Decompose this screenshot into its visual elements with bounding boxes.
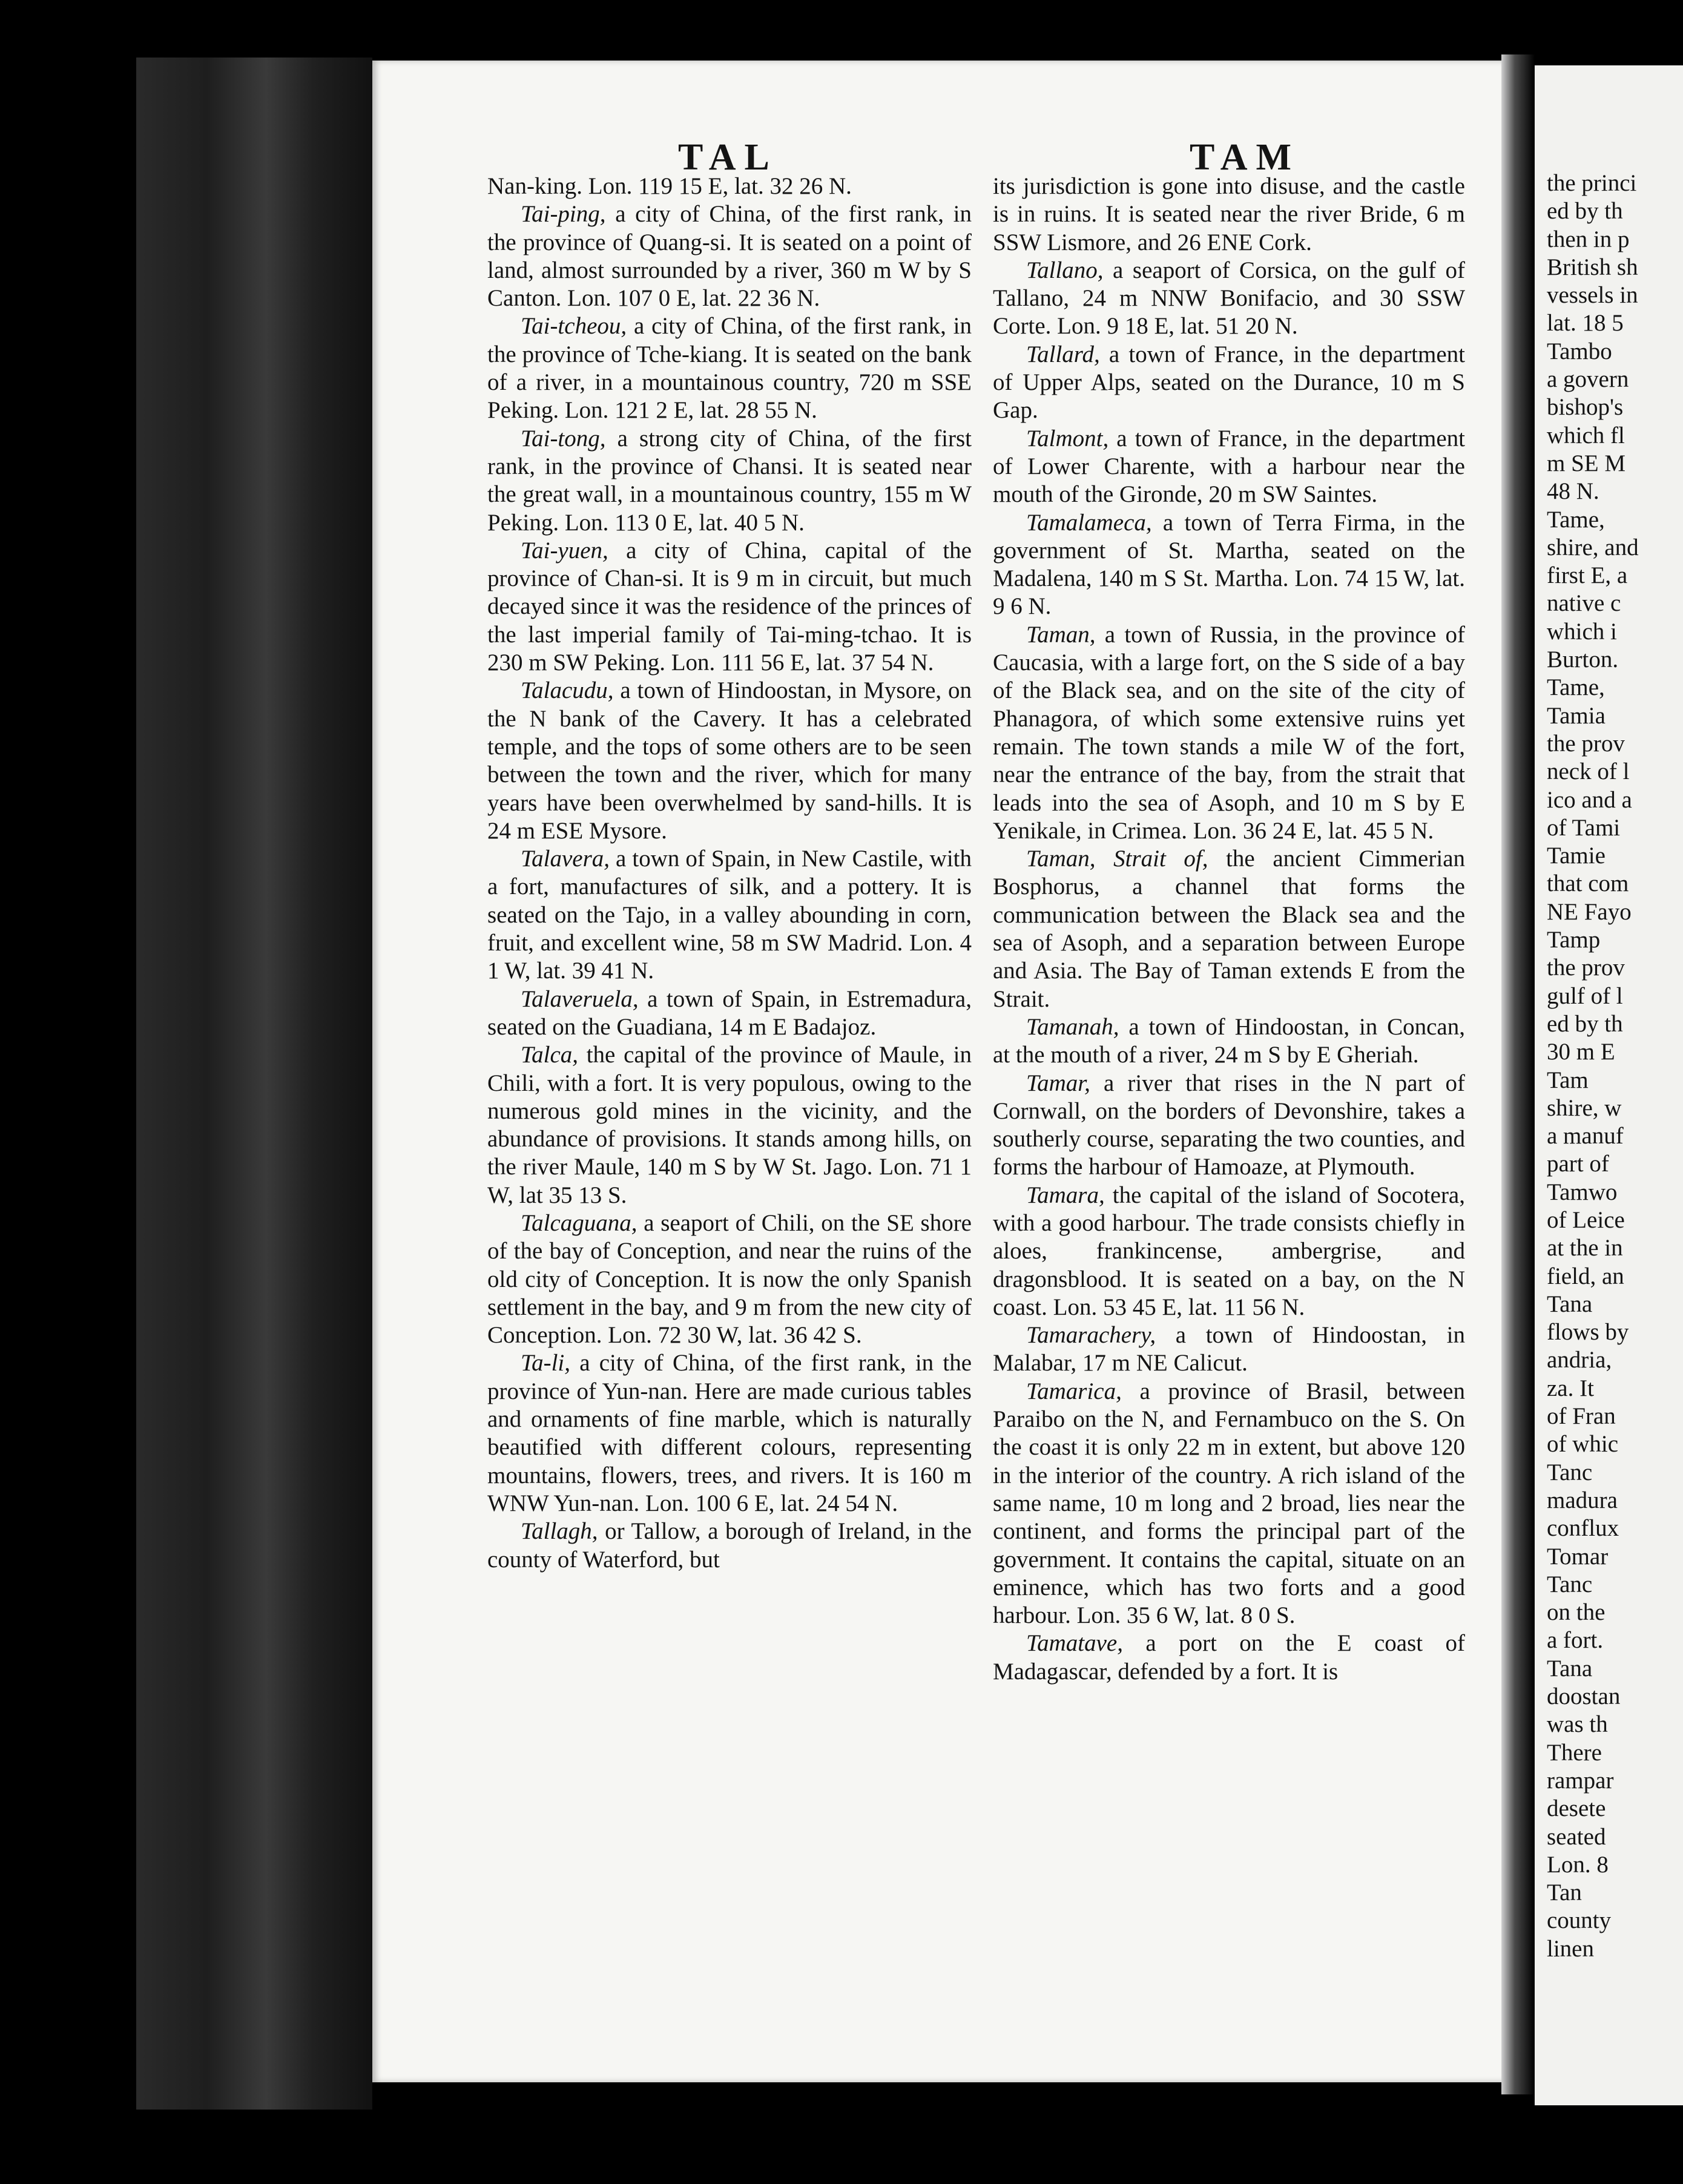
fragment-line: 30 m E bbox=[1547, 1039, 1615, 1065]
fragment-line: NE Fayo bbox=[1547, 898, 1632, 925]
entry-headword: Talavera, bbox=[521, 846, 610, 872]
fragment-line: shire, w bbox=[1547, 1094, 1622, 1121]
entry-headword: Tamanah, bbox=[1026, 1013, 1119, 1040]
entry-headword: Tai-yuen, bbox=[521, 537, 608, 564]
fragment-line: ed by th bbox=[1547, 198, 1623, 225]
entry-text: a town of Hindoostan, in Malabar, 17 m NE Calicut. bbox=[993, 1322, 1465, 1377]
fragment-line: za. It bbox=[1547, 1375, 1594, 1401]
fragment-line: Tambo bbox=[1547, 338, 1612, 364]
gazetteer-entry bbox=[993, 1378, 1465, 1630]
fragment-line: at the in bbox=[1547, 1235, 1623, 1261]
entry-headword: Tamatave, bbox=[1026, 1630, 1123, 1657]
fragment-line: Tamie bbox=[1547, 843, 1606, 869]
fragment-line: was th bbox=[1547, 1711, 1608, 1738]
entry-headword: Talacudu, bbox=[521, 677, 614, 704]
entry-headword: Taman, Strait of, bbox=[1026, 846, 1208, 872]
entry-headword: Talaveruela, bbox=[521, 985, 639, 1012]
gazetteer-entry bbox=[993, 341, 1465, 425]
fragment-line: part of bbox=[1547, 1151, 1609, 1177]
fragment-line: Tanc bbox=[1547, 1459, 1593, 1485]
entry-text: a town of Hindoostan, in Mysore, on the N bank of the Cavery. It has a celebrated temple, and the tops of some others are to be seen between the town and the river, which for many years have been overwhelmed by sand-hills. It is 24 m ESE Mysore. bbox=[487, 677, 972, 844]
fragment-line: a manuf bbox=[1547, 1123, 1624, 1150]
next-page-fragments bbox=[1547, 169, 1683, 1963]
fragment-line: Tame, bbox=[1547, 674, 1605, 701]
fragment-line: ico and a bbox=[1547, 786, 1632, 813]
gazetteer-entry bbox=[993, 257, 1465, 341]
gazetteer-entry bbox=[487, 537, 972, 677]
entry-headword: Tallard, bbox=[1026, 341, 1100, 367]
fragment-line: Tamia bbox=[1547, 702, 1606, 729]
fragment-line: linen bbox=[1547, 1935, 1594, 1962]
fragment-line: a fort. bbox=[1547, 1627, 1604, 1654]
scan-background-left bbox=[136, 58, 372, 2110]
entry-headword: Tamar, bbox=[1026, 1070, 1090, 1096]
fragment-line: neck of l bbox=[1547, 758, 1630, 785]
fragment-line: madura bbox=[1547, 1487, 1618, 1513]
gazetteer-entry bbox=[487, 985, 972, 1042]
fragment-line: the princi bbox=[1547, 170, 1637, 196]
gazetteer-entry bbox=[993, 1070, 1465, 1182]
fragment-line: of Fran bbox=[1547, 1403, 1616, 1430]
entry-text: a city of China, of the first rank, in the province of Yun-nan. Here are made curious tables and ornaments of fine marble, which is naturally beautified with different colours, representing mountains, flowers, trees, and rivers. It is 160 m WNW Yun-nan. Lon. 100 6 E, lat. 24 54 N. bbox=[487, 1350, 972, 1516]
fragment-line: on the bbox=[1547, 1599, 1606, 1626]
entry-text: a town of Spain, in Estremadura, seated on the Guadiana, 14 m E Badajoz. bbox=[487, 985, 972, 1040]
gazetteer-entry bbox=[487, 425, 972, 537]
gazetteer-entry bbox=[993, 621, 1465, 845]
gazetteer-entry bbox=[487, 200, 972, 312]
gazetteer-entry bbox=[487, 845, 972, 985]
fragment-line: rampar bbox=[1547, 1767, 1614, 1794]
gazetteer-entry bbox=[487, 677, 972, 845]
fragment-line: gulf of l bbox=[1547, 982, 1623, 1009]
entry-headword: Tallagh, bbox=[521, 1518, 598, 1545]
fragment-line: 48 N. bbox=[1547, 478, 1599, 505]
gazetteer-entry bbox=[993, 1182, 1465, 1321]
entry-headword: Tai-tcheou, bbox=[521, 313, 627, 340]
fragment-line: conflux bbox=[1547, 1515, 1619, 1542]
fragment-line: seated bbox=[1547, 1823, 1606, 1850]
entry-text: a province of Brasil, between Paraibo on the N, and Fernambuco on the S. On the coast it is only 22 m in extent, but above 120 in the interior of the country. A rich island of the same name, 10 m long and 2 broad, lies near the continent, and forms the principal part of the government. It contains the capital, situate on an eminence, which has two forts and a good harbour. Lon. 35 6 W, lat. 8 0 S. bbox=[993, 1378, 1465, 1629]
fragment-line: first E, a bbox=[1547, 562, 1628, 589]
running-head-left: TAL bbox=[678, 137, 778, 178]
entry-text: the capital of the province of Maule, in Chili, with a fort. It is very populous, owing to the numerous gold mines in the vicinity, and the abundance of provisions. It stands among hills, on the river Maule, 140 m S by W St. Jago. Lon. 71 1 W, lat 35 13 S. bbox=[487, 1042, 972, 1208]
right-text-column bbox=[993, 173, 1465, 1686]
entry-continuation bbox=[993, 173, 1465, 257]
gazetteer-entry bbox=[993, 509, 1465, 621]
entry-headword: Tallano, bbox=[1026, 257, 1104, 283]
entry-text: the ancient Cimmerian Bosphorus, a channel that forms the communication between the Black sea and the sea of Asoph, and a separation between Europe and Asia. The Bay of Taman extends E from the Strait. bbox=[993, 846, 1465, 1012]
entry-headword: Tamarachery, bbox=[1026, 1322, 1156, 1349]
fragment-line: Tam bbox=[1547, 1067, 1589, 1093]
fragment-line: Tamwo bbox=[1547, 1179, 1618, 1205]
entry-text: a city of China, capital of the province of Chan-si. It is 9 m in circuit, but much decayed since it was the residence of the princes of the last imperial family of Tai-ming-tchao. It is 230 m SW Peking. Lon. 111 56 E, lat. 37 54 N. bbox=[487, 537, 972, 676]
entry-headword: Talca, bbox=[521, 1042, 579, 1068]
entry-text: a river that rises in the N part of Cornwall, on the borders of Devonshire, takes a southerly course, separating the two counties, and forms the harbour of Hamoaze, at Plymouth. bbox=[993, 1070, 1465, 1180]
entry-text: a town of Spain, in New Castile, with a fort, manufactures of silk, and a pottery. It is seated on the Tajo, in a valley abounding in corn, fruit, and excellent wine, 58 m SW Madrid. Lon. 4 1 W, lat. 39 41 N. bbox=[487, 846, 972, 984]
gazetteer-entry bbox=[487, 312, 972, 424]
fragment-line: flows by bbox=[1547, 1319, 1629, 1346]
fragment-line: Tan bbox=[1547, 1880, 1582, 1906]
entry-headword: Talmont, bbox=[1026, 425, 1109, 452]
fragment-line: which fl bbox=[1547, 422, 1625, 449]
fragment-line: Tamp bbox=[1547, 927, 1601, 953]
entry-headword: Talcaguana, bbox=[521, 1209, 637, 1236]
gazetteer-entry bbox=[487, 1209, 972, 1349]
fragment-line: vessels in bbox=[1547, 282, 1638, 309]
entry-text: a town of France, in the department of Lower Charente, with a harbour near the mouth of the Gironde, 20 m SW Saintes. bbox=[993, 425, 1465, 508]
entry-text: a city of China, of the first rank, in the province of Quang-si. It is seated on a point of land, almost surrounded by a river, 360 m W by S Canton. Lon. 107 0 E, lat. 22 36 N. bbox=[487, 201, 972, 312]
fragment-line: of Leice bbox=[1547, 1206, 1625, 1233]
fragment-line: Tana bbox=[1547, 1655, 1593, 1682]
entry-headword: Tamarica, bbox=[1026, 1378, 1122, 1404]
entry-headword: Tamalameca, bbox=[1026, 509, 1152, 536]
fragment-line: There bbox=[1547, 1739, 1602, 1766]
fragment-line: county bbox=[1547, 1907, 1612, 1934]
fragment-line: Lon. 8 bbox=[1547, 1851, 1609, 1878]
fragment-line: field, an bbox=[1547, 1263, 1624, 1289]
entry-headword: Tamara, bbox=[1026, 1182, 1105, 1208]
fragment-line: that com bbox=[1547, 870, 1629, 897]
gazetteer-entry bbox=[487, 1349, 972, 1518]
entry-continuation bbox=[487, 173, 972, 200]
gazetteer-entry bbox=[487, 1041, 972, 1209]
fragment-line: of Tami bbox=[1547, 814, 1621, 841]
entry-text: a city of China, of the first rank, in the province of Tche-kiang. It is seated on the bank of a river, in a mountainous country, 720 m SSE Peking. Lon. 121 2 E, lat. 28 55 N. bbox=[487, 313, 972, 424]
gazetteer-entry bbox=[993, 1630, 1465, 1686]
fragment-line: British sh bbox=[1547, 254, 1638, 280]
entry-headword: Tai-tong, bbox=[521, 425, 606, 452]
entry-headword: Taman, bbox=[1026, 621, 1096, 648]
entry-text: a town of France, in the department of Upper Alps, seated on the Durance, 10 m S Gap. bbox=[993, 341, 1465, 424]
fragment-line: the prov bbox=[1547, 955, 1625, 981]
fragment-line: of whic bbox=[1547, 1431, 1619, 1458]
gazetteer-entry bbox=[993, 1321, 1465, 1378]
fragment-line: bishop's bbox=[1547, 394, 1624, 421]
fragment-line: lat. 18 5 bbox=[1547, 310, 1624, 337]
fragment-line: andria, bbox=[1547, 1347, 1612, 1373]
entry-text: the capital of the island of Socotera, with a good harbour. The trade consists chiefly in aloes, frankincense, ambergrise, and dragonsblood. It is seated on a bay, on the N coast. Lon. 53 45 E, lat. 11 56 N. bbox=[993, 1182, 1465, 1320]
entry-text: a strong city of China, of the first rank, in the province of Chansi. It is seated near the great wall, in a mountainous country, 155 m W Peking. Lon. 113 0 E, lat. 40 5 N. bbox=[487, 425, 972, 536]
gazetteer-entry bbox=[993, 1013, 1465, 1070]
entry-text: its jurisdiction is gone into disuse, and the castle is in ruins. It is seated near the river Bride, 6 m SSW Lismore, and 26 ENE Cork. bbox=[993, 173, 1465, 255]
running-head-right: TAM bbox=[1190, 137, 1300, 178]
fragment-line: desete bbox=[1547, 1795, 1606, 1822]
gazetteer-entry bbox=[993, 845, 1465, 1013]
fragment-line: native c bbox=[1547, 590, 1621, 617]
entry-text: or Tallow, a borough of Ireland, in the county of Waterford, but bbox=[487, 1518, 972, 1573]
fragment-line: which i bbox=[1547, 618, 1617, 645]
left-text-column bbox=[487, 173, 972, 1574]
entry-text: a town of Terra Firma, in the government of St. Martha, seated on the Madalena, 140 m S St. Martha. Lon. 74 15 W, lat. 9 6 N. bbox=[993, 509, 1465, 620]
book-gutter bbox=[1501, 54, 1535, 2094]
fragment-line: Burton. bbox=[1547, 646, 1619, 673]
fragment-line: then in p bbox=[1547, 226, 1630, 252]
entry-text: Nan-king. Lon. 119 15 E, lat. 32 26 N. bbox=[487, 173, 852, 199]
fragment-line: Tanc bbox=[1547, 1571, 1593, 1597]
fragment-line: Tana bbox=[1547, 1291, 1593, 1317]
fragment-line: a govern bbox=[1547, 366, 1629, 393]
gazetteer-entry bbox=[487, 1518, 972, 1574]
fragment-line: shire, and bbox=[1547, 534, 1639, 561]
fragment-line: doostan bbox=[1547, 1683, 1621, 1710]
gazetteer-entry bbox=[993, 425, 1465, 509]
fragment-line: the prov bbox=[1547, 730, 1625, 757]
entry-text: a seaport of Corsica, on the gulf of Tallano, 24 m NNW Bonifacio, and 30 SSW Corte. Lon. 9 18 E, lat. 51 20 N. bbox=[993, 257, 1465, 340]
entry-headword: Ta-li, bbox=[521, 1350, 571, 1377]
entry-headword: Tai-ping, bbox=[521, 201, 606, 228]
fragment-line: m SE M bbox=[1547, 450, 1626, 476]
entry-text: a town of Russia, in the province of Caucasia, with a large fort, on the S side of a bay of the Black sea, and on the site of the city of Phanagora, of which some extensive ruins yet remain. The town stands a mile W of the fort, near the entrance of the bay, from the strait that leads into the sea of Asoph, and 10 m S by E Yenikale, in Crimea. Lon. 36 24 E, lat. 45 5 N. bbox=[993, 621, 1465, 844]
entry-text: a seaport of Chili, on the SE shore of the bay of Conception, and near the ruins of the old city of Conception. It is now the only Spanish settlement in the bay, and 9 m from the new city of Conception. Lon. 72 30 W, lat. 36 42 S. bbox=[487, 1209, 972, 1349]
entry-text: a port on the E coast of Madagascar, defended by a fort. It is bbox=[993, 1630, 1465, 1685]
fragment-line: ed by th bbox=[1547, 1010, 1623, 1037]
fragment-line: Tomar bbox=[1547, 1543, 1609, 1570]
fragment-line: Tame, bbox=[1547, 506, 1605, 533]
entry-text: a town of Hindoostan, in Concan, at the mouth of a river, 24 m S by E Gheriah. bbox=[993, 1013, 1465, 1068]
